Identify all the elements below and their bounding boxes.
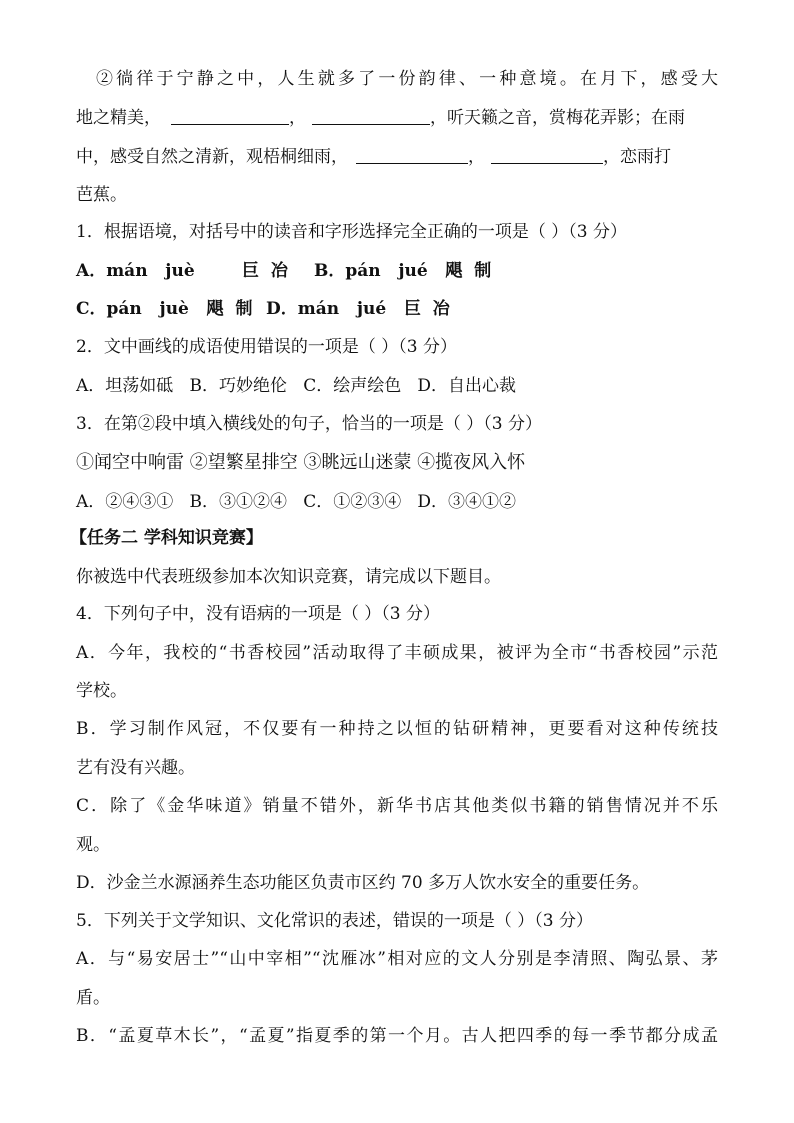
q4-option-a-line2: 学校。 (76, 681, 127, 701)
q3-sentences: ①闻空中响雷 ②望繁星排空 ③眺远山迷蒙 ④揽夜风入怀 (76, 452, 526, 473)
blank-4[interactable] (491, 147, 603, 164)
q4-stem: 4．下列句子中，没有语病的一项是（ ）（3 分） (76, 604, 440, 624)
q1-option-c[interactable]: C．pán juè 飓 制 (76, 299, 253, 319)
q5-option-a-line1[interactable]: A．与“易安居士”“山中宰相”“沈雁冰”相对应的文人分别是李清照、陶弘景、茅 (76, 949, 718, 969)
blank-3[interactable] (356, 147, 468, 164)
para2-line2-a: 地之精美， (76, 108, 161, 128)
q2-stem: 2．文中画线的成语使用错误的一项是（ ）（3 分） (76, 337, 457, 357)
q4-option-d[interactable]: D．沙金兰水源涵养生态功能区负责市区约 70 多万人饮水安全的重要任务。 (76, 873, 650, 893)
para2-line2-c: ，听天籁之音，赏梅花弄影；在雨 (430, 108, 685, 128)
q1-options-row2 (76, 298, 450, 320)
para2-line3-b: ， (468, 147, 485, 167)
q4-option-b-line1[interactable]: B．学习制作风冠，不仅要有一种持之以恒的钻研精神，更要看对这种传统技 (76, 719, 718, 739)
q1-options-row1 (76, 260, 491, 282)
para2-line3 (76, 146, 671, 168)
task2-intro: 你被选中代表班级参加本次知识竞赛，请完成以下题目。 (76, 567, 501, 587)
blank-1[interactable] (171, 108, 289, 125)
q4-option-c-line2: 观。 (76, 835, 110, 855)
q5-option-a-line2: 盾。 (76, 988, 110, 1008)
q1-option-b[interactable]: B．pán jué 飓 制 (314, 261, 492, 281)
q3-options[interactable]: A．②④③① B．③①②④ C．①②③④ D．③④①② (76, 492, 517, 512)
q1-option-d[interactable]: D．mán jué 巨 冶 (266, 299, 450, 319)
blank-2[interactable] (312, 108, 430, 125)
task2-heading: 【任务二 学科知识竞赛】 (70, 528, 263, 548)
q2-options[interactable]: A．坦荡如砥 B．巧妙绝伦 C．绘声绘色 D．自出心裁 (76, 376, 517, 396)
para2-line4: 芭蕉。 (76, 185, 127, 205)
para2-line3-a: 中，感受自然之清新，观梧桐细雨， (76, 147, 348, 167)
q4-option-c-line1[interactable]: C．除了《金华味道》销量不错外，新华书店其他类似书籍的销售情况并不乐 (76, 796, 718, 816)
q1-option-a[interactable]: A．mán juè 巨 冶 (76, 261, 288, 281)
q4-option-a-line1[interactable]: A．今年，我校的“书香校园”活动取得了丰硕成果，被评为全市“书香校园”示范 (76, 643, 718, 663)
q5-stem: 5．下列关于文学知识、文化常识的表述，错误的一项是（ ）（3 分） (76, 911, 593, 931)
para2-line2-b: ， (289, 108, 306, 128)
para2-line3-c: ，恋雨打 (603, 147, 671, 167)
para2-line1: ②徜徉于宁静之中，人生就多了一份韵律、一种意境。在月下，感受大 (96, 69, 718, 89)
q5-option-b-line1[interactable]: B．“孟夏草木长”，“孟夏”指夏季的第一个月。古人把四季的每一季节都分成孟 (76, 1026, 718, 1046)
q3-stem: 3．在第②段中填入横线处的句子，恰当的一项是（ ）（3 分） (76, 414, 542, 434)
para2-line2 (76, 107, 685, 129)
q1-stem: 1．根据语境，对括号中的读音和字形选择完全正确的一项是（ ）（3 分） (76, 222, 627, 242)
q4-option-b-line2: 艺有没有兴趣。 (76, 758, 195, 778)
